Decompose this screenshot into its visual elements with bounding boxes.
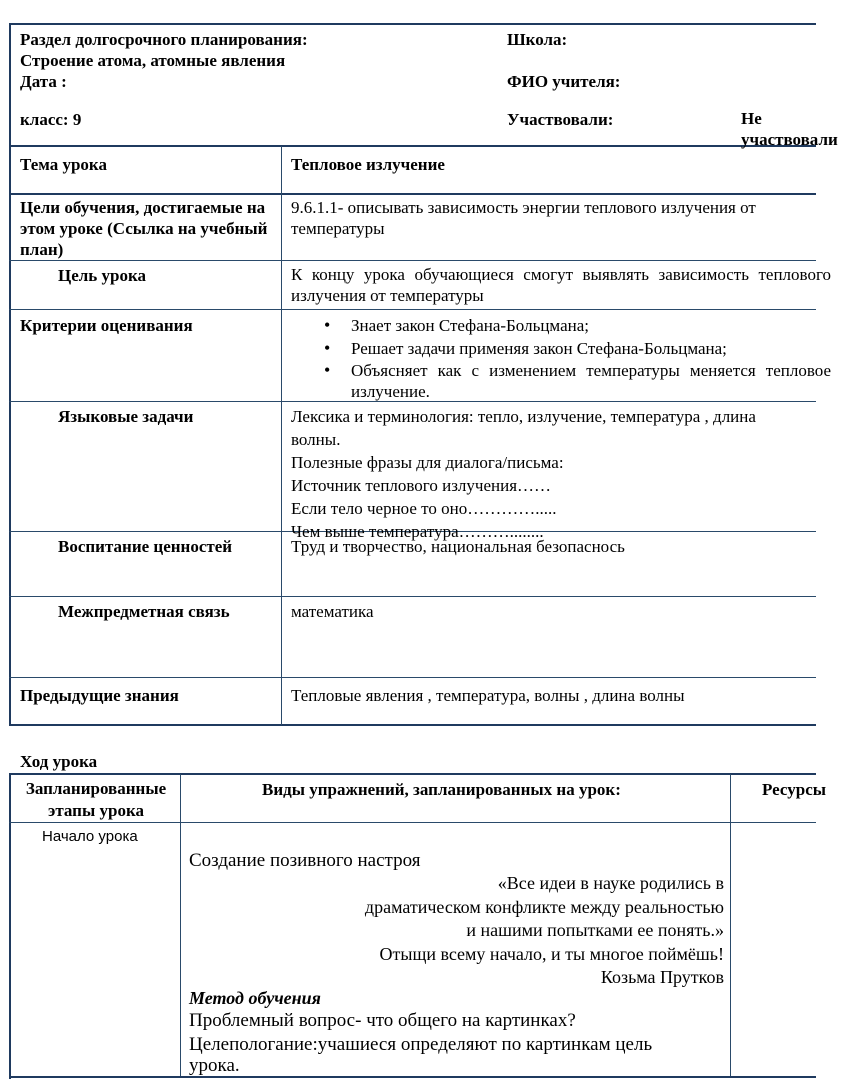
section-label: Раздел долгосрочного планирования: (20, 30, 308, 49)
prior-knowledge-value: Тепловые явления , температура, волны , длина волны (291, 686, 685, 705)
language-line: Чем выше температура………........ (291, 522, 544, 541)
table1-row-sep (9, 596, 816, 597)
language-line: Источник теплового излучения…… (291, 476, 552, 495)
quote-line: Отыщи всему начало, и ты многое поймёшь! (379, 943, 724, 964)
section-value: Строение атома, атомные явления (20, 51, 286, 70)
col-stages-header: Запланированные этапы урока (25, 779, 167, 820)
topic-label: Тема урока (20, 155, 107, 174)
criteria-label: Критерии оценивания (20, 316, 193, 335)
table2-left-border (9, 773, 11, 1079)
quote-author: Козьма Прутков (600, 967, 724, 987)
table2-column-divider (730, 774, 731, 1078)
goals-label: Цели обучения, достигаемые на этом уроке (Ссылка на учебный план) (20, 198, 268, 259)
table2-bottom-border (9, 1076, 816, 1078)
goal-setting-line: урока. (189, 1055, 240, 1076)
interdisciplinary-label: Межпредметная связь (58, 602, 230, 621)
values-label: Воспитание ценностей (58, 537, 233, 556)
table1-row-sep (9, 677, 816, 678)
language-line: Лексика и терминология: тепло, излучение, температура , длина волны. (291, 407, 756, 449)
lesson-goal-label: Цель урока (58, 266, 147, 285)
topic-value: Тепловое излучение (291, 155, 445, 174)
problem-question: Проблемный вопрос- что общего на картинках? (189, 1010, 576, 1031)
language-lines (291, 405, 806, 543)
grade-label: класс: 9 (20, 110, 82, 129)
table1-left-border (9, 23, 11, 726)
table1-header-bottom (9, 145, 816, 147)
criteria-item: • Решает задачи применяя закон Стефана-Больцмана; (291, 337, 831, 360)
language-line: Если тело черное то оно…………..... (291, 499, 557, 518)
table1-bottom-border (9, 724, 816, 726)
quote-line: «Все идеи в науке родились в (497, 873, 724, 893)
table2-top-border (9, 773, 816, 775)
table1-row-sep (9, 260, 816, 261)
method-title: Метод обучения (189, 988, 321, 1008)
mood-text: Создание позивного настроя (189, 850, 421, 871)
table2-column-divider (180, 774, 181, 1078)
course-title: Ход урока (20, 752, 98, 771)
language-label: Языковые задачи (58, 407, 194, 426)
col-resources-header: Ресурсы (762, 780, 827, 799)
table1-row-sep (9, 309, 816, 310)
lesson-goal-value: К концу урока обучающиеся смогут выявлять зависимость теплового излучения от температуры (291, 265, 831, 305)
col-exercises-header: Виды упражнений, запланированных на урок: (262, 780, 621, 799)
teacher-label: ФИО учителя: (507, 72, 621, 91)
table2-header-bottom (9, 822, 816, 823)
language-line: Полезные фразы для диалога/письма: (291, 453, 564, 472)
criteria-item: • Знает закон Стефана-Больцмана; (291, 314, 831, 337)
table1-row-sep (9, 193, 816, 195)
interdisciplinary-value: математика (291, 602, 374, 621)
participated-label: Участвовали: (507, 110, 614, 129)
goals-value: 9.6.1.1- описывать зависимость энергии теплового излучения от температуры (291, 198, 756, 238)
criteria-list (291, 314, 831, 402)
quote-line: и нашими попытками ее понять.» (466, 920, 724, 940)
table1-column-divider (281, 146, 282, 725)
stage-start-label: Начало урока (42, 828, 138, 845)
date-label: Дата : (20, 72, 67, 91)
goal-setting-line: Целепологание:учашиеся определяют по картинкам цель (189, 1034, 653, 1055)
not-participated-label: Не участвовали (741, 109, 838, 149)
prior-knowledge-label: Предыдущие знания (20, 686, 179, 705)
values-value: Труд и творчество, национальная безопаснось (291, 537, 625, 556)
quote-line: драматическом конфликте между реальностью (364, 896, 724, 917)
school-label: Школа: (507, 30, 568, 49)
quote-block (189, 872, 724, 990)
criteria-item: • Объясняет как с изменением температуры меняется тепловое излучение. (291, 360, 831, 402)
table1-top-border (9, 23, 816, 25)
